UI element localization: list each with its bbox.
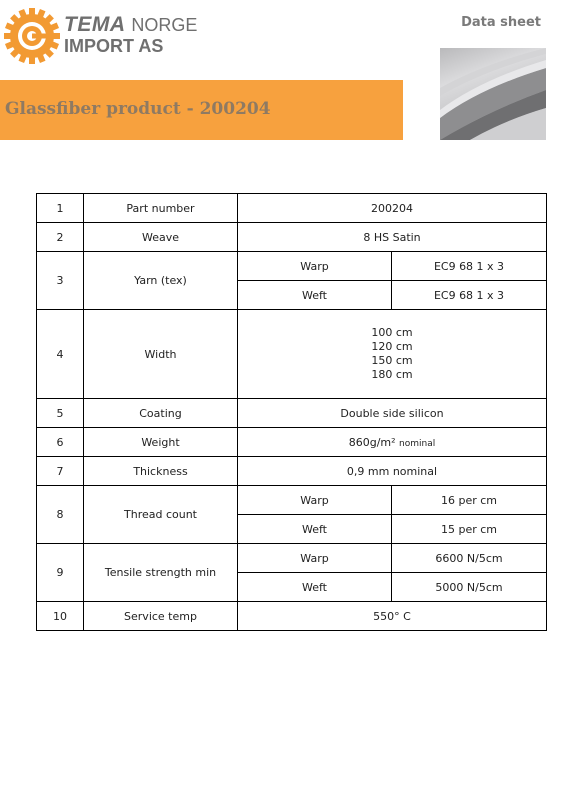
row-number: 7 xyxy=(37,457,84,486)
row-number: 6 xyxy=(37,428,84,457)
property-value: 0,9 mm nominal xyxy=(238,457,547,486)
sub-label-warp: Warp xyxy=(238,252,392,281)
product-photo xyxy=(440,48,546,140)
sub-value-weft: 5000 N/5cm xyxy=(392,573,547,602)
sub-label-warp: Warp xyxy=(238,544,392,573)
property-label: Thread count xyxy=(84,486,238,544)
property-label: Service temp xyxy=(84,602,238,631)
table-row xyxy=(37,194,547,223)
row-number: 9 xyxy=(37,544,84,602)
width-value: 100 cm xyxy=(371,326,413,339)
fabric-roll-image xyxy=(440,48,546,140)
width-value: 150 cm xyxy=(371,354,413,367)
row-number: 2 xyxy=(37,223,84,252)
table-row xyxy=(37,602,547,631)
property-label: Weave xyxy=(84,223,238,252)
gear-logo-icon xyxy=(4,8,60,64)
sub-value-weft: 15 per cm xyxy=(392,515,547,544)
property-value: 550° C xyxy=(238,602,547,631)
width-value: 120 cm xyxy=(371,340,413,353)
property-label: Coating xyxy=(84,399,238,428)
logo-brand-suffix: NORGE xyxy=(131,15,198,35)
table-row xyxy=(37,457,547,486)
property-label: Yarn (tex) xyxy=(84,252,238,310)
row-number: 4 xyxy=(37,310,84,399)
logo-brand-word: TEMA xyxy=(64,13,126,36)
property-label: Thickness xyxy=(84,457,238,486)
row-number: 8 xyxy=(37,486,84,544)
sub-value-warp: EC9 68 1 x 3 xyxy=(392,252,547,281)
property-value: 8 HS Satin xyxy=(238,223,547,252)
sub-label-weft: Weft xyxy=(238,573,392,602)
width-values xyxy=(238,310,547,399)
company-logo xyxy=(4,8,198,64)
sub-label-weft: Weft xyxy=(238,515,392,544)
property-label: Width xyxy=(84,310,238,399)
sub-value-weft: EC9 68 1 x 3 xyxy=(392,281,547,310)
sub-value-warp: 16 per cm xyxy=(392,486,547,515)
table-row xyxy=(37,486,547,515)
table-row xyxy=(37,310,547,399)
property-label: Tensile strength min xyxy=(84,544,238,602)
data-sheet-label: Data sheet xyxy=(461,15,541,30)
logo-text xyxy=(64,13,198,56)
sub-label-warp: Warp xyxy=(238,486,392,515)
row-number: 5 xyxy=(37,399,84,428)
table-row xyxy=(37,544,547,573)
table-row xyxy=(37,223,547,252)
weight-value: 860g/m² xyxy=(348,435,396,449)
property-value: 200204 xyxy=(238,194,547,223)
product-title: Glassfiber product - 200204 xyxy=(5,99,271,119)
table-row xyxy=(37,428,547,457)
logo-brand-line2: IMPORT AS xyxy=(64,36,164,56)
table-row xyxy=(37,399,547,428)
specs-table xyxy=(36,193,547,631)
table-row xyxy=(37,252,547,281)
width-value: 180 cm xyxy=(371,368,413,381)
sub-value-warp: 6600 N/5cm xyxy=(392,544,547,573)
weight-suffix: nominal xyxy=(399,438,436,449)
property-label: Part number xyxy=(84,194,238,223)
property-label: Weight xyxy=(84,428,238,457)
property-value: Double side silicon xyxy=(238,399,547,428)
sub-label-weft: Weft xyxy=(238,281,392,310)
row-number: 1 xyxy=(37,194,84,223)
row-number: 10 xyxy=(37,602,84,631)
property-value xyxy=(238,428,547,457)
row-number: 3 xyxy=(37,252,84,310)
title-banner xyxy=(0,80,403,140)
